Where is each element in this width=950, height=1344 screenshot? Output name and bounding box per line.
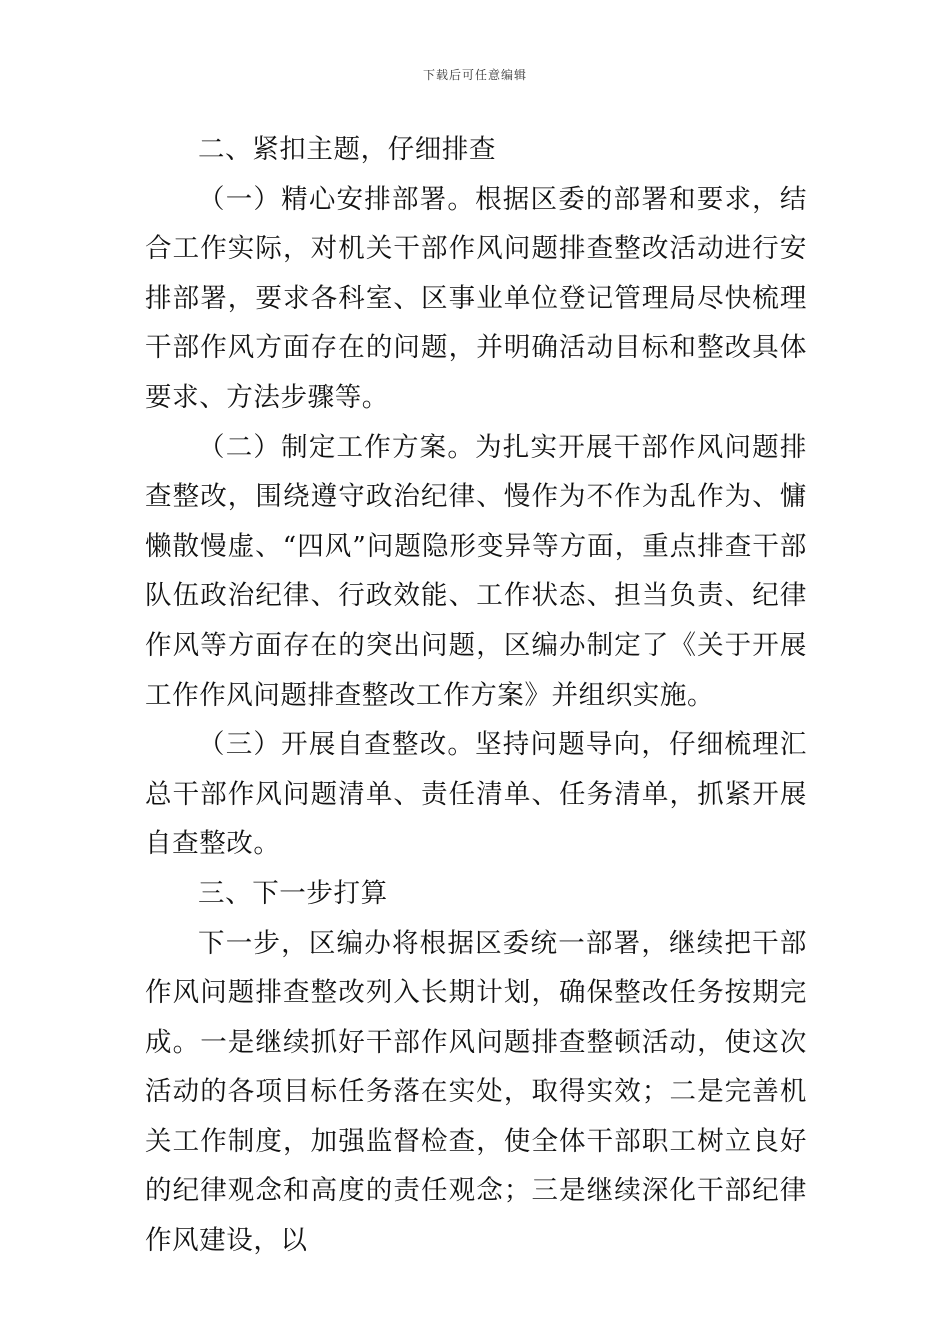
page-header-note: 下载后可任意编辑 <box>422 68 527 82</box>
section-heading-3: 三、下一步打算 <box>198 877 388 909</box>
section-heading-2: 二、紧扣主题，仔细排查 <box>198 134 497 165</box>
paragraph-deployment: （一）精心安排部署。根据区委的部署和要求，结合工作实际，对机关干部作风问题排查整改活动进行安排部署，要求各科室、区事业单位登记管理局尽快梳理干部作风方面存在的问题，并明确活动目标和整改具体要求、方法步骤等。 <box>145 183 807 413</box>
paragraph-next-steps: 下一步，区编办将根据区委统一部署，继续把干部作风问题排查整改列入长期计划，确保整改任务按期完成。一是继续抓好干部作风问题排查整顿活动，使这次活动的各项目标任务落在实处，取得实效；二是完善机关工作制度，加强监督检查，使全体干部职工树立良好的纪律观念和高度的责任观念；三是继续深化干部纪律作风建设，以 <box>145 927 807 1257</box>
document-body <box>145 125 807 1266</box>
paragraph-work-plan: （二）制定工作方案。为扎实开展干部作风问题排查整改，围绕遵守政治纪律、慢作为不作为乱作为、慵懒散慢虚、“四风”问题隐形变异等方面，重点排查干部队伍政治纪律、行政效能、工作状态、担当负责、纪律作风等方面存在的突出问题，区编办制定了《关于开展工作作风问题排查整改工作方案》并组织实施。 <box>145 431 807 711</box>
paragraph-self-inspection: （三）开展自查整改。坚持问题导向，仔细梳理汇总干部作风问题清单、责任清单、任务清单，抓紧开展自查整改。 <box>145 729 807 860</box>
